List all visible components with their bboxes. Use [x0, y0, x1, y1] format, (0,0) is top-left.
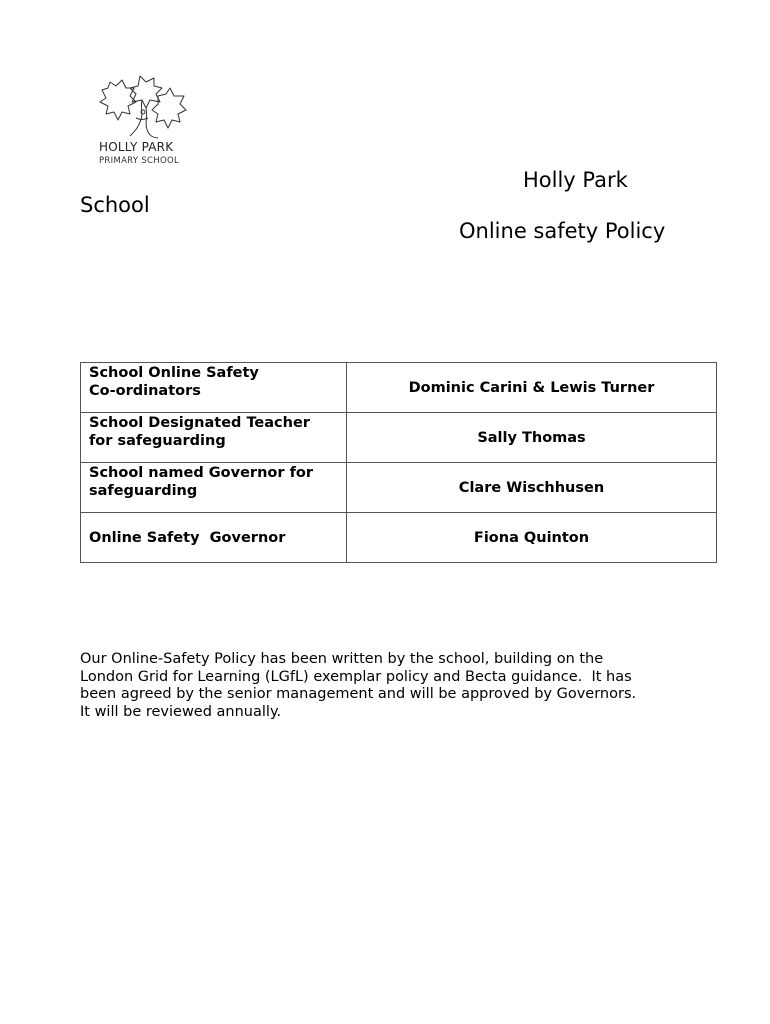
intro-line: It will be reviewed annually.	[80, 703, 282, 720]
person-name-cell: Sally Thomas	[347, 413, 717, 463]
logo-subtitle: PRIMARY SCHOOL	[99, 156, 179, 166]
logo-name: HOLLY PARK	[99, 140, 174, 154]
role-line: for safeguarding	[89, 433, 226, 449]
school-logo	[96, 74, 192, 170]
table-row	[81, 363, 717, 413]
role-line: Co-ordinators	[89, 383, 201, 399]
role-cell	[81, 513, 347, 563]
role-line: School named Governor for	[89, 465, 313, 481]
holly-leaves-icon	[96, 74, 192, 140]
person-name-cell: Clare Wischhusen	[347, 463, 717, 513]
intro-line: Our Online-Safety Policy has been written by the school, building on the	[80, 651, 604, 667]
table-row	[81, 463, 717, 513]
role-cell	[81, 413, 347, 463]
person-name-cell: Dominic Carini & Lewis Turner	[347, 363, 717, 413]
table-row	[81, 513, 717, 563]
intro-line: London Grid for Learning (LGfL) exemplar policy and Becta guidance. It has	[80, 668, 632, 685]
role-line: safeguarding	[89, 483, 198, 499]
intro-line: been agreed by the senior management and will be approved by Governors.	[80, 686, 637, 702]
role-cell	[81, 463, 347, 513]
role-line: School Designated Teacher	[89, 415, 310, 431]
title-holly-park: Holly Park	[523, 168, 628, 192]
role-line: Online Safety Governor	[89, 529, 286, 546]
person-name-cell: Fiona Quinton	[347, 513, 717, 563]
table-row	[81, 413, 717, 463]
role-cell	[81, 363, 347, 413]
intro-paragraph	[80, 651, 690, 721]
role-line: School Online Safety	[89, 365, 259, 381]
roles-table	[80, 362, 717, 563]
title-school: School	[80, 193, 150, 217]
title-policy: Online safety Policy	[459, 219, 666, 243]
